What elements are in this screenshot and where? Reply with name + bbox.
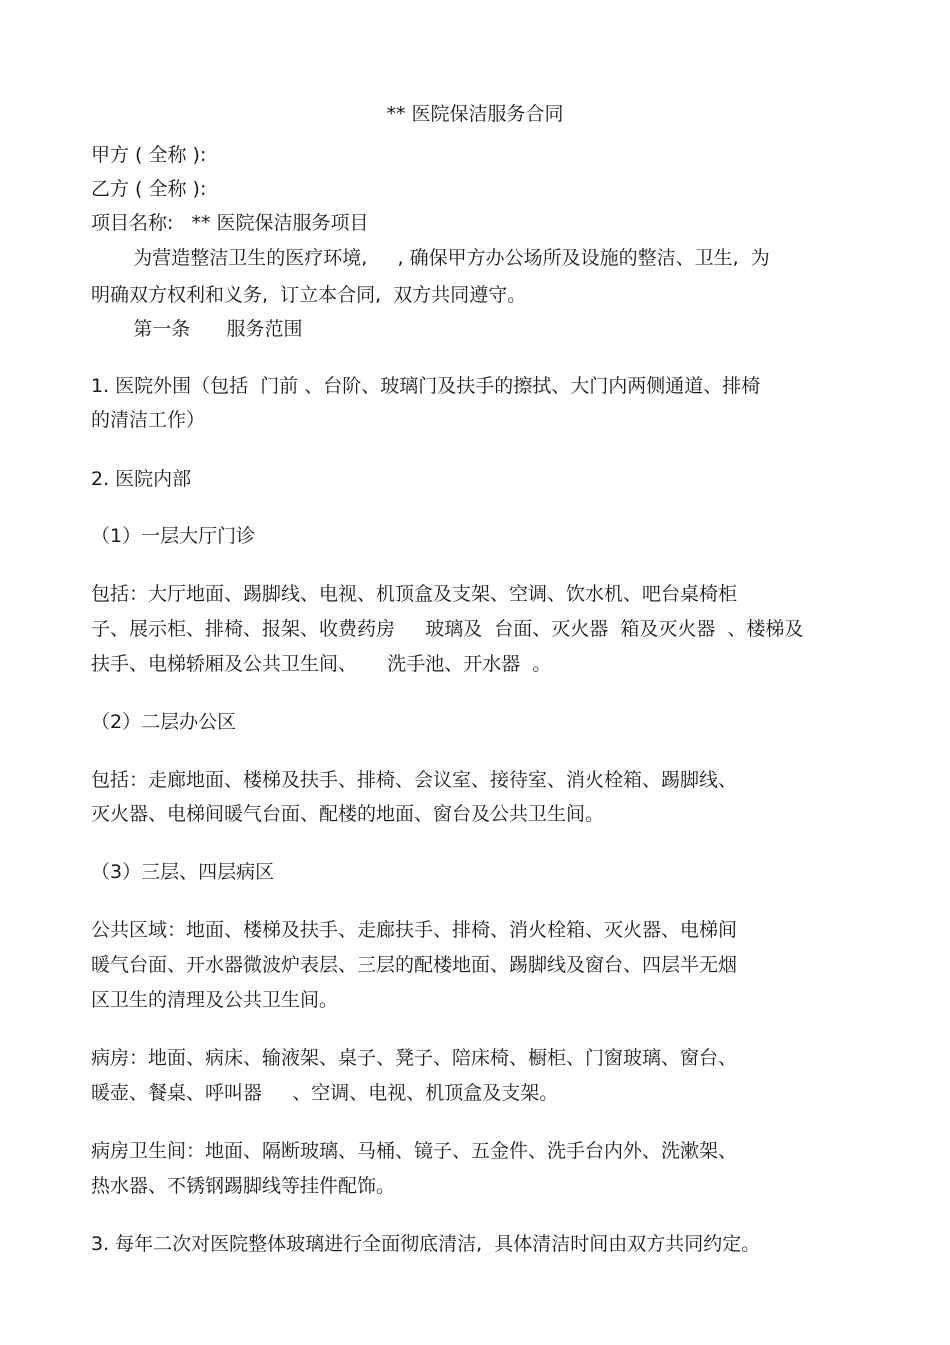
party-b-line: 乙方 ( 全称 ):	[91, 178, 207, 200]
clause-3-line: 3. 每年二次对医院整体玻璃进行全面彻底清洁, 具体清洁时间由双方共同约定。	[91, 1233, 761, 1255]
public-area-line-3: 区卫生的清理及公共卫生间。	[91, 989, 339, 1011]
project-name-line: 项目名称: ** 医院保洁服务项目	[91, 212, 369, 234]
subsection-1-heading: （1）一层大厅门诊	[91, 525, 256, 547]
subsection-1-line-2: 子、展示柜、排椅、报架、收费药房 玻璃及 台面、灭火器 箱及灭火器 、楼梯及	[91, 618, 804, 640]
subsection-1-line-1: 包括：大厅地面、踢脚线、电视、机顶盒及支架、空调、饮水机、吧台桌椅柜	[91, 583, 738, 605]
ward-line-2: 暖壶、餐桌、呼叫器 、空调、电视、机顶盒及支架。	[91, 1082, 559, 1104]
article-1-heading: 第一条 服务范围	[91, 318, 303, 340]
subsection-1-line-3: 扶手、电梯轿厢及公共卫生间、 洗手池、开水器 。	[91, 653, 552, 675]
subsection-2-line-2: 灭火器、电梯间暖气台面、配楼的地面、窗台及公共卫生间。	[91, 803, 605, 825]
clause-1-line-1: 1. 医院外围（包括 门前 、台阶、玻璃门及扶手的擦拭、大门内两侧通道、排椅	[91, 375, 761, 397]
clause-2-heading: 2. 医院内部	[91, 468, 192, 490]
public-area-line-2: 暖气台面、开水器微波炉表层、三层的配楼地面、踢脚线及窗台、四层半无烟	[91, 954, 738, 976]
public-area-line-1: 公共区域：地面、楼梯及扶手、走廊扶手、排椅、消火栓箱、灭火器、电梯间	[91, 919, 738, 941]
subsection-3-heading: （3）三层、四层病区	[91, 861, 275, 883]
ward-line-1: 病房：地面、病床、输液架、桌子、凳子、陪床椅、橱柜、门窗玻璃、窗台、	[91, 1047, 738, 1069]
subsection-2-line-1: 包括：走廊地面、楼梯及扶手、排椅、会议室、接待室、消火栓箱、踢脚线、	[91, 769, 738, 791]
clause-1-line-2: 的清洁工作）	[91, 409, 206, 431]
ward-bathroom-line-1: 病房卫生间：地面、隔断玻璃、马桶、镜子、五金件、洗手台内外、洗漱架、	[91, 1140, 738, 1162]
ward-bathroom-line-2: 热水器、不锈钢踢脚线等挂件配饰。	[91, 1175, 396, 1197]
subsection-2-heading: （2）二层办公区	[91, 711, 237, 733]
preamble-line-2: 明确双方权利和义务, 订立本合同, 双方共同遵守。	[91, 284, 527, 306]
preamble-line-1: 为营造整洁卫生的医疗环境, , 确保甲方办公场所及设施的整洁、卫生, 为	[91, 247, 770, 269]
document-title: ** 医院保洁服务合同	[386, 103, 564, 125]
party-a-line: 甲方 ( 全称 ):	[91, 144, 207, 166]
